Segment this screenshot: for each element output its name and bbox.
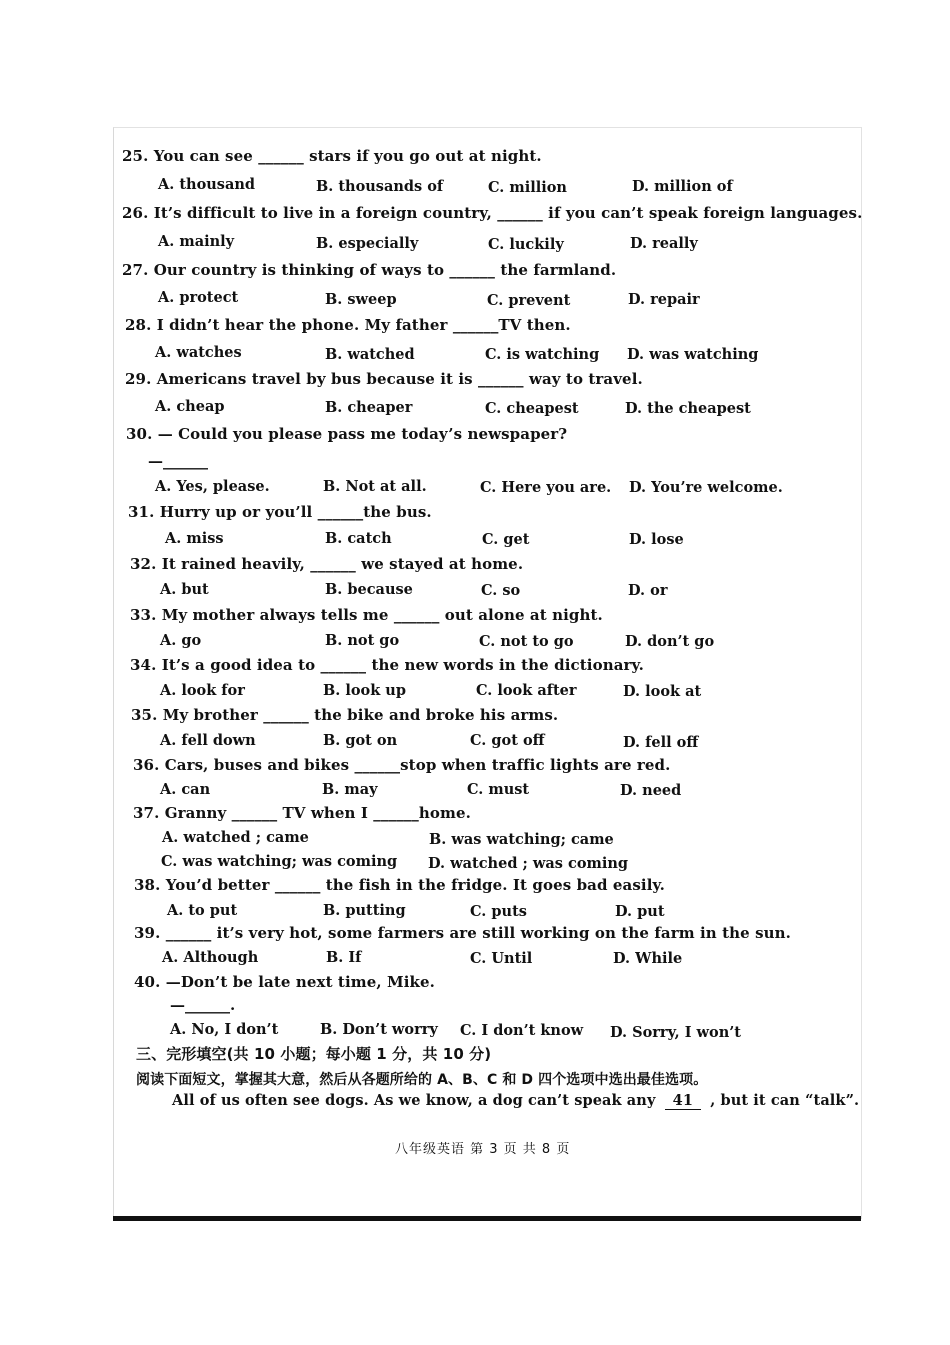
q32-option-d: D. or [628,582,668,599]
q28-option-c: C. is watching [485,346,600,363]
page-footer: 八年级英语 第 3 页 共 8 页 [395,1142,571,1157]
question-39: 39. ______ it’s very hot, some farmers are still working on the farm in the sun. [134,924,791,942]
q30-reply-blank: —______ [148,452,208,470]
q31-option-b: B. catch [325,530,392,547]
q29-option-a: A. cheap [155,398,225,415]
q35-option-d: D. fell off [623,734,699,751]
q28-option-a: A. watches [155,344,242,361]
q39-option-c: C. Until [470,950,533,967]
q26-option-c: C. luckily [488,236,564,253]
section-3-heading: 三、完形填空(共 10 小题；每小题 1 分，共 10 分) [136,1045,492,1063]
q37-option-d: D. watched ; was coming [428,855,629,872]
q26-option-d: D. really [630,235,698,252]
bottom-border [113,1216,861,1221]
passage-text-before: All of us often see dogs. As we know, a dog can’t speak any [172,1092,656,1109]
q38-option-d: D. put [615,903,665,920]
q29-option-b: B. cheaper [325,399,413,416]
q38-option-b: B. putting [323,902,406,919]
q38-option-c: C. puts [470,903,527,920]
q30-option-a: A. Yes, please. [155,478,270,495]
question-40: 40. —Don’t be late next time, Mike. [134,973,435,991]
q32-option-a: A. but [160,581,209,598]
q30-option-c: C. Here you are. [480,479,612,496]
q27-option-a: A. protect [158,289,239,306]
q31-option-d: D. lose [629,531,684,548]
q28-option-d: D. was watching [627,346,759,363]
question-27: 27. Our country is thinking of ways to ______ the farmland. [122,261,617,279]
q28-option-b: B. watched [325,346,415,363]
q25-option-d: D. million of [632,178,733,195]
section-3-instruction: 阅读下面短文，掌握其大意，然后从各题所给的 A、B、C 和 D 四个选项中选出最佳选项。 [136,1072,708,1088]
q36-option-d: D. need [620,782,682,799]
q40-reply-blank: —______. [170,996,236,1014]
q33-option-d: D. don’t go [625,633,715,650]
q29-option-d: D. the cheapest [625,400,751,417]
q40-option-c: C. I don’t know [460,1022,584,1039]
q34-option-b: B. look up [323,682,406,699]
passage-first-line [172,1092,859,1110]
q25-option-c: C. million [488,179,567,196]
q37-option-c: C. was watching; was coming [161,853,398,870]
question-28: 28. I didn’t hear the phone. My father ______TV then. [125,316,571,334]
q27-option-b: B. sweep [325,291,397,308]
q39-option-d: D. While [613,950,683,967]
q33-option-c: C. not to go [479,633,574,650]
q25-option-b: B. thousands of [316,178,444,195]
question-30: 30. — Could you please pass me today’s newspaper? [126,425,568,443]
q35-option-b: B. got on [323,732,398,749]
q32-option-c: C. so [481,582,521,599]
q29-option-c: C. cheapest [485,400,579,417]
q27-option-c: C. prevent [487,292,571,309]
q36-option-c: C. must [467,781,530,798]
q32-option-b: B. because [325,581,413,598]
q38-option-a: A. to put [167,902,238,919]
q40-option-d: D. Sorry, I won’t [610,1024,741,1041]
q39-option-b: B. If [326,949,362,966]
question-31: 31. Hurry up or you’ll ______the bus. [128,503,432,521]
q34-option-a: A. look for [160,682,245,699]
q33-option-a: A. go [160,632,202,649]
q40-option-a: A. No, I don’t [170,1021,279,1038]
question-36: 36. Cars, buses and bikes ______stop when traffic lights are red. [133,756,671,774]
question-33: 33. My mother always tells me ______ out alone at night. [130,606,603,624]
question-26: 26. It’s difficult to live in a foreign country, ______ if you can’t speak foreign languages. [122,204,863,222]
q36-option-b: B. may [322,781,378,798]
q35-option-c: C. got off [470,732,545,749]
q35-option-a: A. fell down [160,732,256,749]
question-38: 38. You’d better ______ the fish in the fridge. It goes bad easily. [134,876,665,894]
q39-option-a: A. Although [162,949,259,966]
question-37: 37. Granny ______ TV when I ______home. [133,804,471,822]
q27-option-d: D. repair [628,291,700,308]
q37-option-b: B. was watching; came [429,831,614,848]
q25-option-a: A. thousand [158,176,256,193]
blank-41: 41 [665,1092,701,1110]
passage-text-after: , but it can “talk”. [710,1092,860,1109]
question-29: 29. Americans travel by bus because it is ______ way to travel. [125,370,643,388]
q33-option-b: B. not go [325,632,400,649]
question-34: 34. It’s a good idea to ______ the new words in the dictionary. [130,656,644,674]
q26-option-b: B. especially [316,235,419,252]
q31-option-a: A. miss [165,530,224,547]
q36-option-a: A. can [160,781,211,798]
q37-option-a: A. watched ; came [162,829,309,846]
q34-option-c: C. look after [476,682,577,699]
q31-option-c: C. get [482,531,530,548]
question-35: 35. My brother ______ the bike and broke his arms. [131,706,559,724]
q30-option-b: B. Not at all. [323,478,427,495]
q26-option-a: A. mainly [158,233,235,250]
question-25: 25. You can see ______ stars if you go out at night. [122,147,542,165]
question-32: 32. It rained heavily, ______ we stayed at home. [130,555,524,573]
q30-option-d: D. You’re welcome. [629,479,783,496]
q34-option-d: D. look at [623,683,702,700]
q40-option-b: B. Don’t worry [320,1021,438,1038]
